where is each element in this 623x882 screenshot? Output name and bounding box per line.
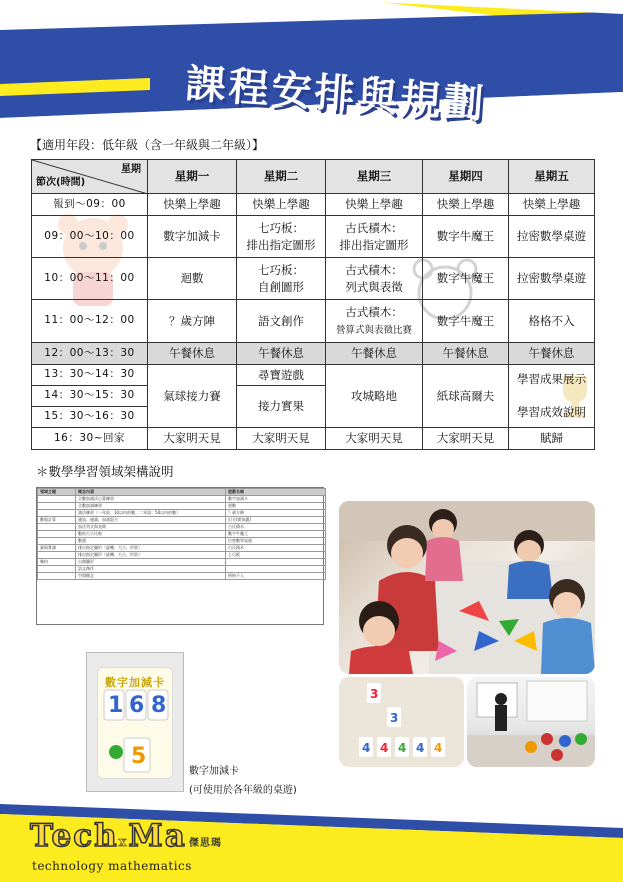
doc-row [38, 552, 326, 559]
activity-cell [326, 258, 423, 300]
time-cell: 10：00～11：00 [32, 258, 148, 300]
doc-header-row [38, 489, 326, 496]
activity-cell: 快樂上學趣 [509, 194, 595, 216]
activity-cell: 尋寶遊戲 [237, 365, 326, 386]
activity-cell: 午餐休息 [509, 343, 595, 365]
schedule-corner-cell [32, 160, 148, 194]
techma-logo [30, 818, 222, 854]
section-heading: ＊數學學習領域架構說明 [36, 464, 174, 479]
small-card-digit: 4 [362, 741, 371, 755]
small-card-digit: 3 [390, 711, 399, 725]
activity-cell [326, 300, 423, 343]
time-cell: 16：30~回家 [32, 428, 148, 450]
doc-cell: 拉密數學桌遊 [226, 538, 326, 545]
activity-cell: 迴數 [148, 258, 237, 300]
doc-cell [38, 510, 76, 517]
small-card-digit: 4 [434, 741, 443, 755]
doc-cell: 空間概念 [76, 573, 226, 580]
schedule-row [32, 194, 595, 216]
day-header: 星期四 [423, 160, 509, 194]
activity-cell: 拉密數學桌遊 [509, 258, 595, 300]
doc-cell [38, 552, 76, 559]
doc-row [38, 517, 326, 524]
doc-row [38, 573, 326, 580]
activity-cell: 數字牛魔王 [423, 258, 509, 300]
doc-cell: 排出指定圖形（旋轉、大小、形狀） [76, 552, 226, 559]
activity-cell: 語文創作 [237, 300, 326, 343]
activity-line: 排出指定圖形 [246, 237, 316, 252]
doc-row [38, 510, 326, 517]
addition-card-photo [86, 652, 184, 792]
activity-cell: 接力實果 [237, 386, 326, 428]
time-cell: 13：30～14：30 [32, 365, 148, 386]
doc-cell [38, 531, 76, 538]
logo-text: Tech [30, 818, 119, 854]
time-cell: 15：30～16：30 [32, 407, 148, 428]
activity-cell: 大家明天見 [237, 428, 326, 450]
doc-row [38, 503, 326, 510]
classroom-photo [339, 501, 595, 674]
activity-cell: 快樂上學趣 [148, 194, 237, 216]
time-cell: 09：00～10：00 [32, 216, 148, 258]
classroom-wide-photo [467, 677, 595, 767]
activity-cell: 賦歸 [509, 428, 595, 450]
doc-row [38, 545, 326, 552]
time-cell: 報到～09：00 [32, 194, 148, 216]
doc-cell: 古氏積木 [226, 524, 326, 531]
doc-cell: 數字牛魔王 [226, 531, 326, 538]
doc-cell: 數字加減卡 [226, 496, 326, 503]
doc-cell [226, 559, 326, 566]
schedule-row [32, 300, 595, 343]
schedule-row [32, 216, 595, 258]
doc-header-cell: 領域主題 [38, 489, 76, 496]
corner-period-label: 節次(時間) [36, 176, 86, 188]
activity-line: 營算式與表徵比賽 [335, 324, 412, 336]
doc-cell [38, 566, 76, 573]
card-caption-note: (可使用於各年級的桌遊) [189, 785, 297, 796]
doc-cell: 連加、連減、加減混合 [76, 517, 226, 524]
doc-cell: 量與實測 [38, 545, 76, 552]
activity-cell [237, 216, 326, 258]
day-header: 星期三 [326, 160, 423, 194]
doc-header-cell: 遊戲名稱 [226, 489, 326, 496]
time-cell: 14：30～15：30 [32, 386, 148, 407]
doc-cell: 幾何 [38, 559, 76, 566]
activity-cell: 大家明天見 [148, 428, 237, 450]
small-card-digit: 4 [380, 741, 389, 755]
card-title: 數字加減卡 [105, 676, 165, 689]
doc-cell: 七巧板 [226, 552, 326, 559]
activity-line: 排出指定圖形 [339, 237, 409, 252]
activity-cell: 快樂上學趣 [326, 194, 423, 216]
doc-cell: 減法練習（一年級：10以內的數；二年級：50以內的數） [76, 510, 226, 517]
activity-line: 列式與表徵 [345, 279, 403, 294]
activity-cell: 快樂上學趣 [237, 194, 326, 216]
doc-cell: 全數加減法心算練習 [76, 496, 226, 503]
doc-cell [38, 538, 76, 545]
activity-cell: 拉密數學桌遊 [509, 216, 595, 258]
doc-cell: 古氏積木 [226, 545, 326, 552]
doc-cell: 加法列式與表徵 [76, 524, 226, 531]
activity-cell: 午餐休息 [237, 343, 326, 365]
doc-cell: 格格不入 [226, 573, 326, 580]
schedule-row [32, 258, 595, 300]
doc-cell [38, 524, 76, 531]
doc-cell: 迴數 [226, 503, 326, 510]
activity-line: 古式積木： [345, 305, 403, 320]
doc-cell [226, 566, 326, 573]
activity-cell [509, 365, 595, 428]
classroom-scene-graphic [467, 677, 595, 767]
activity-line: 七巧板： [258, 262, 304, 277]
small-card-digit: 4 [416, 741, 425, 755]
lunch-row [32, 343, 595, 365]
cards-photo [339, 677, 464, 767]
schedule-row [32, 428, 595, 450]
doc-row [38, 496, 326, 503]
schedule-row [32, 365, 595, 386]
schedule-table [31, 159, 595, 450]
activity-cell: 大家明天見 [326, 428, 423, 450]
activity-line: 七巧板： [258, 220, 304, 235]
doc-row [38, 538, 326, 545]
activity-cell: 數字加減卡 [148, 216, 237, 258]
doc-cell: ？歲方陣 [226, 510, 326, 517]
activity-cell: 紙球高爾夫 [423, 365, 509, 428]
doc-row [38, 524, 326, 531]
doc-cell [38, 496, 76, 503]
page-title: 課程安排與規劃 [184, 60, 488, 128]
activity-cell: 數字牛魔王 [423, 300, 509, 343]
doc-cell: 排出指定圖形（旋轉、大小、形狀） [76, 545, 226, 552]
activity-cell: ？歲方陣 [148, 300, 237, 343]
activity-cell: 格格不入 [509, 300, 595, 343]
activity-cell: 攻城略地 [326, 365, 423, 428]
activity-cell: 快樂上學趣 [423, 194, 509, 216]
activity-line: 學習成效說明 [517, 405, 586, 420]
doc-cell: 數的大小比較 [76, 531, 226, 538]
day-header: 星期五 [509, 160, 595, 194]
card-caption: 數字加減卡 [189, 766, 239, 777]
doc-cell: 語文創作 [76, 566, 226, 573]
time-cell: 11：00～12：00 [32, 300, 148, 343]
number-cards-graphic [339, 677, 464, 767]
logo-chinese: 傑思瑪 [188, 838, 222, 849]
doc-header-cell: 概念內涵 [76, 489, 226, 496]
doc-cell: 數與計算 [38, 517, 76, 524]
children-photo-graphic [339, 501, 595, 674]
day-header: 星期二 [237, 160, 326, 194]
doc-cell: 自創圖形 [76, 559, 226, 566]
card-digit: 8 [151, 693, 167, 718]
logo-tagline: technology mathematics [32, 859, 192, 873]
activity-line: 學習成果展示 [517, 371, 586, 386]
doc-cell [38, 573, 76, 580]
corner-weekday-label: 星期 [121, 164, 141, 175]
small-card-digit: 3 [370, 687, 379, 701]
card-digit: 6 [129, 693, 145, 718]
doc-cell: 幻方(開放題) [226, 517, 326, 524]
doc-cell [38, 503, 76, 510]
day-header: 星期一 [148, 160, 237, 194]
small-card-digit: 4 [398, 741, 407, 755]
schedule-header-row [32, 160, 595, 194]
card-digit: 5 [131, 744, 147, 769]
activity-cell: 午餐休息 [423, 343, 509, 365]
domain-structure-table [37, 488, 326, 580]
domain-structure-document [36, 487, 324, 625]
activity-cell: 大家明天見 [423, 428, 509, 450]
doc-row [38, 566, 326, 573]
logo-text: Ma [128, 818, 187, 854]
number-card [97, 667, 173, 779]
doc-cell: 全數加減練習 [76, 503, 226, 510]
time-cell: 12：00～13：30 [32, 343, 148, 365]
activity-cell: 氣球接力賽 [148, 365, 237, 428]
activity-line: 古氏積木： [345, 220, 403, 235]
activity-cell: 午餐休息 [326, 343, 423, 365]
activity-cell [326, 216, 423, 258]
doc-rows [38, 496, 326, 580]
doc-row [38, 531, 326, 538]
activity-cell: 數字牛魔王 [423, 216, 509, 258]
activity-line: 古式積木： [345, 262, 403, 277]
card-digit: 1 [108, 693, 124, 718]
doc-row [38, 559, 326, 566]
activity-line: 自創圖形 [258, 279, 304, 294]
activity-cell [237, 258, 326, 300]
grade-label: 【適用年段：低年級（含一年級與二年級）】 [30, 138, 265, 152]
logo-x: x [118, 835, 129, 850]
activity-cell: 午餐休息 [148, 343, 237, 365]
doc-cell: 數感 [76, 538, 226, 545]
